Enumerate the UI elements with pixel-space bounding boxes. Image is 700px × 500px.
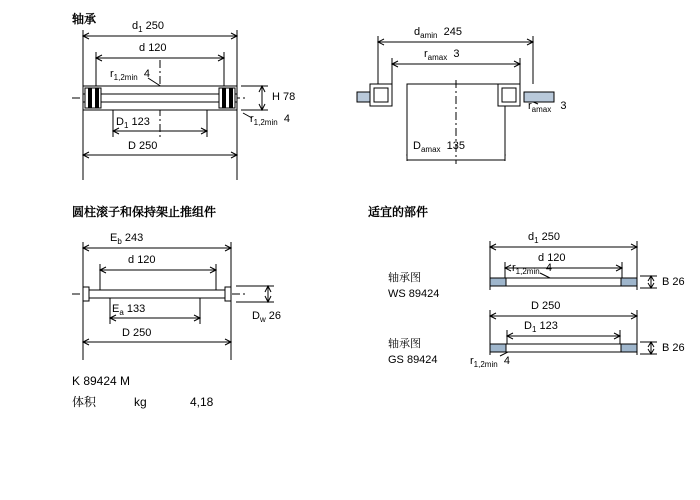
- mass-unit: kg: [134, 395, 147, 409]
- dim-Damax-label: $D_{amax}$ 135: [413, 140, 465, 155]
- dim-gs-r12min-label: $r_{1,2min}$ 4: [470, 355, 510, 370]
- dim-H-label: H 78: [272, 91, 296, 103]
- dim-Eb-label: $E_b$ 243: [110, 232, 144, 247]
- dim-ws-d1-label: $d_1$ 250: [528, 231, 560, 246]
- mass-label: 体积: [72, 395, 97, 409]
- dim-r12min-right-label: $r_{1,2min}$ 4: [250, 113, 290, 128]
- mass-value: 4,18: [190, 395, 214, 409]
- dim-cyl-D-label: D 250: [122, 327, 152, 339]
- dim-r12min-top-label: $r_{1,2min}$ 4: [110, 68, 150, 83]
- dim-ws-r12min-label: $r_{1,2min}$ 4: [512, 262, 552, 277]
- gs-name-label: 轴承图: [388, 338, 421, 350]
- ws-designation: WS 89424: [388, 288, 440, 300]
- dim-d-label: d 120: [139, 42, 167, 54]
- dim-gs-B-label: B 26: [662, 342, 685, 354]
- section-title-fit-parts: 适宜的部件: [368, 205, 429, 219]
- dim-D1-label: $D_1$ 123: [116, 116, 150, 131]
- dim-gs-D-label: D 250: [531, 300, 561, 312]
- ws-name-label: 轴承图: [388, 272, 421, 284]
- designation-label: K 89424 M: [72, 374, 131, 388]
- dim-D-label: D 250: [128, 140, 158, 152]
- dim-Ea-label: $E_a$ 133: [112, 303, 146, 318]
- dim-cyl-d-label: d 120: [128, 254, 156, 266]
- dim-gs-D1-label: $D_1$ 123: [524, 320, 558, 335]
- section-title-cylindrical: 圆柱滚子和保持架止推组件: [72, 205, 217, 219]
- dim-ws-B-label: B 26: [662, 276, 685, 288]
- dim-ramax-top-label: $r_{amax}$ 3: [424, 48, 460, 63]
- dim-Dw-label: $D_w$ 26: [252, 310, 282, 325]
- dim-d1-label: $d_1$ 250: [132, 20, 164, 35]
- dim-ws-d-label: d 120: [538, 252, 566, 264]
- gs-designation: GS 89424: [388, 354, 438, 366]
- dim-ramax-side-label: $r_{amax}$ 3: [528, 100, 567, 115]
- dim-damin-label: $d_{amin}$ 245: [414, 26, 462, 41]
- section-title-bearing: 轴承: [72, 12, 97, 26]
